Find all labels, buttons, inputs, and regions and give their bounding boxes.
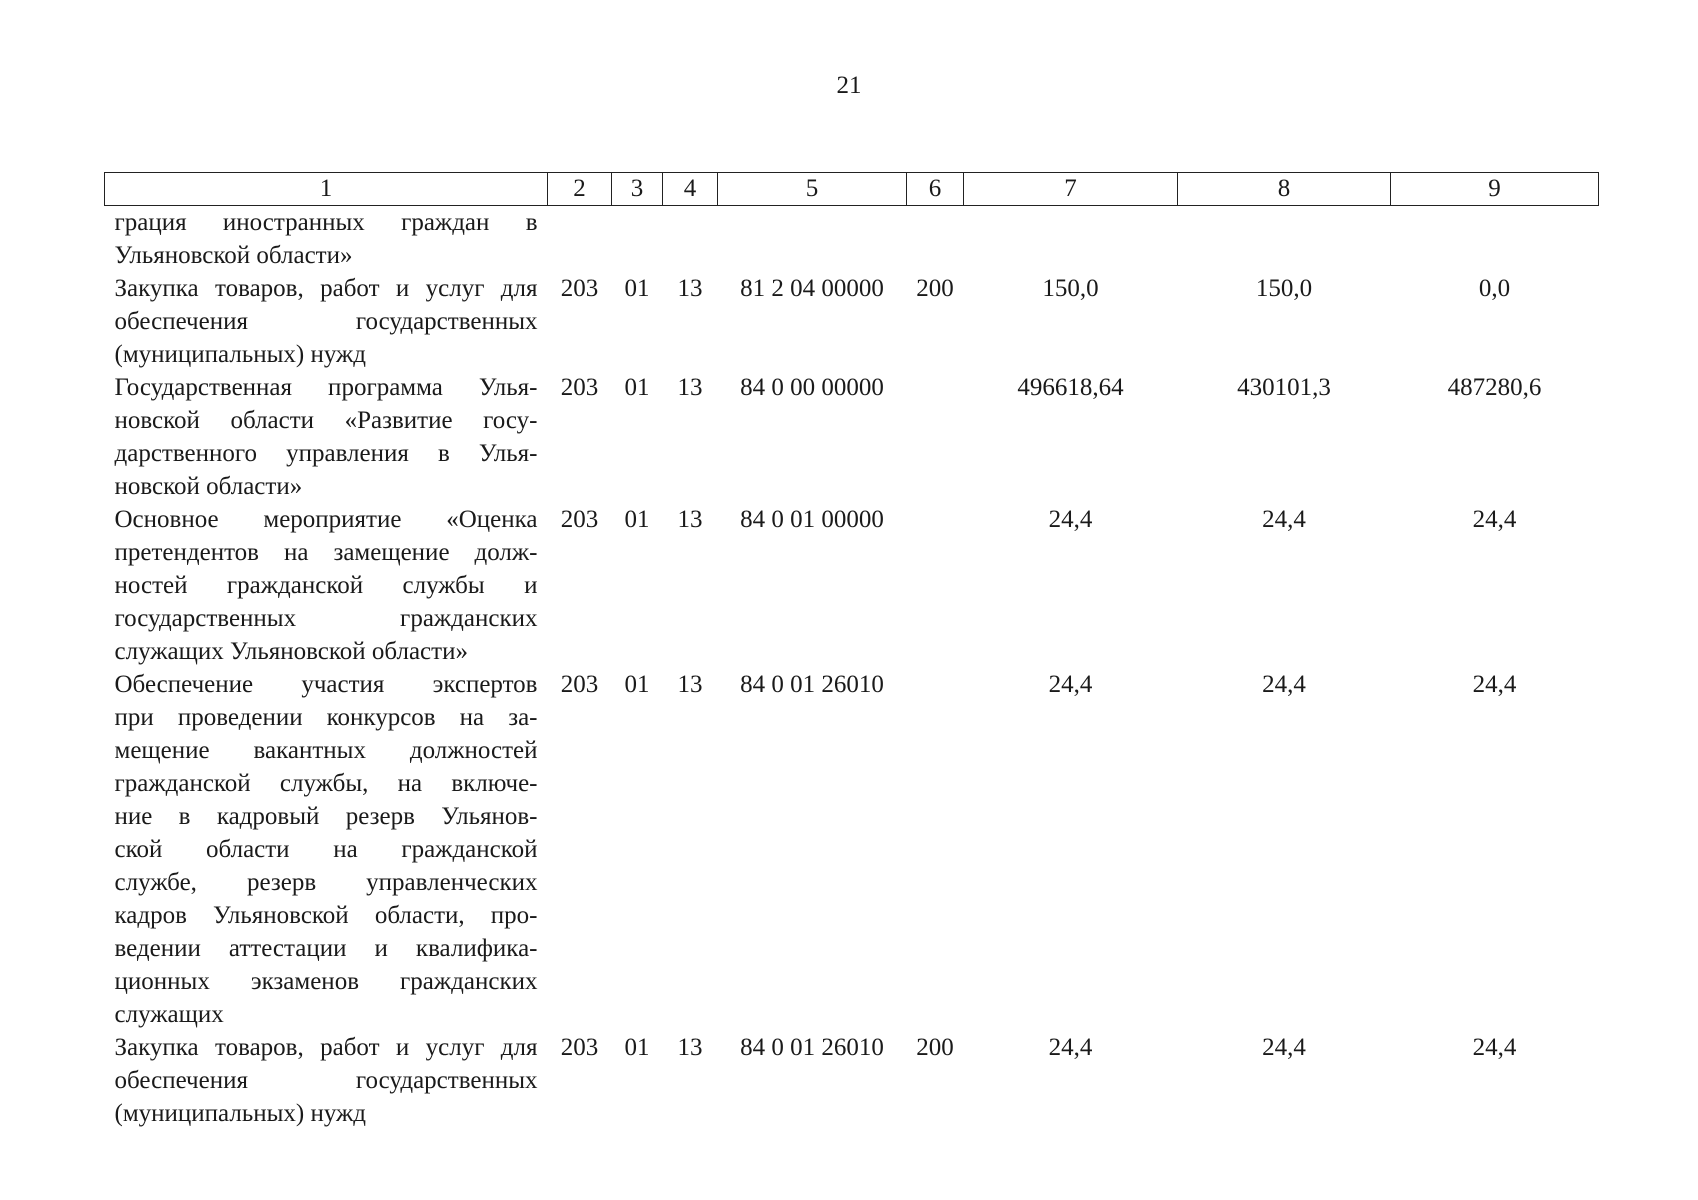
amount-col-9: 24,4 — [1472, 506, 1517, 533]
header-row — [105, 173, 1599, 206]
page-number: 21 — [836, 72, 862, 99]
amount-col-8: 430101,3 — [1237, 374, 1331, 401]
amount-col-7: 24,4 — [1048, 671, 1093, 698]
row-name-line: ние в кадровый резерв Ульянов- — [114, 803, 538, 830]
row-name-line: Обеспечение участия экспертов — [114, 671, 538, 698]
column-header: 6 — [907, 173, 964, 206]
row-name — [105, 503, 548, 668]
row-name-line: новской области «Развитие госу- — [114, 407, 538, 434]
column-header: 7 — [964, 173, 1178, 206]
row-name-line: (муниципальных) нужд — [114, 1100, 367, 1127]
row-name — [105, 272, 548, 371]
table-row — [105, 1031, 1599, 1130]
amount-col-9: 487280,6 — [1447, 374, 1542, 401]
amount-col-9 — [1391, 206, 1599, 273]
amount-col-7 — [964, 206, 1178, 273]
subsection-code: 01 — [624, 671, 650, 698]
target-article-code: 84 0 01 26010 — [740, 671, 884, 698]
section-code — [548, 206, 612, 273]
expense-type-code: 200 — [916, 275, 954, 302]
subsection-code — [612, 206, 663, 273]
row-name-line: гражданской службы, на включе- — [114, 770, 538, 797]
column-header: 8 — [1178, 173, 1391, 206]
table-row — [105, 272, 1599, 371]
target-article-code: 84 0 00 00000 — [740, 374, 884, 401]
table-row — [105, 668, 1599, 1031]
section-code: 203 — [560, 1034, 599, 1061]
subsection-code: 01 — [624, 1034, 650, 1061]
expense-type-code — [907, 206, 964, 273]
row-name-line: обеспечения государственных — [114, 308, 538, 335]
target-article-code: 84 0 01 00000 — [740, 506, 884, 533]
expense-type-code — [907, 668, 964, 1031]
subitem-code — [663, 206, 718, 273]
target-article-code — [718, 206, 907, 273]
row-name-line: претендентов на замещение долж- — [114, 539, 538, 566]
subitem-code: 13 — [677, 506, 703, 533]
table-row — [105, 371, 1599, 503]
column-header: 3 — [612, 173, 663, 206]
row-name-line: при проведении конкурсов на за- — [114, 704, 538, 731]
row-name-line: Государственная программа Улья- — [114, 374, 538, 401]
target-article-code: 84 0 01 26010 — [740, 1034, 884, 1061]
row-name-line: службе, резерв управленческих — [114, 869, 538, 896]
column-header: 2 — [548, 173, 612, 206]
subsection-code: 01 — [624, 275, 650, 302]
amount-col-8: 24,4 — [1262, 671, 1306, 698]
row-name-line: обеспечения государственных — [114, 1067, 538, 1094]
subitem-code: 13 — [677, 275, 703, 302]
section-code: 203 — [560, 275, 599, 302]
amount-col-7: 24,4 — [1048, 506, 1093, 533]
amount-col-8: 150,0 — [1255, 275, 1313, 302]
expense-type-code: 200 — [916, 1034, 954, 1061]
row-name-line: (муниципальных) нужд — [114, 341, 367, 368]
budget-table — [104, 172, 1599, 1130]
row-name-line: кадров Ульяновской области, про- — [114, 902, 538, 929]
expense-type-code — [907, 503, 964, 668]
row-name-line: ностей гражданской службы и — [114, 572, 538, 599]
row-name-line: грация иностранных граждан в — [114, 209, 538, 236]
amount-col-7: 150,0 — [1042, 275, 1099, 302]
row-name-line: служащих — [114, 1001, 224, 1028]
section-code: 203 — [560, 374, 599, 401]
row-name — [105, 1031, 548, 1130]
row-name — [105, 668, 548, 1031]
amount-col-7: 496618,64 — [1017, 374, 1124, 401]
target-article-code: 81 2 04 00000 — [740, 275, 884, 302]
row-name-line: дарственного управления в Улья- — [114, 440, 538, 467]
row-name-line: мещение вакантных должностей — [114, 737, 538, 764]
subsection-code: 01 — [624, 506, 650, 533]
row-name-line: Закупка товаров, работ и услуг для — [114, 275, 538, 302]
row-name-line: государственных гражданских — [114, 605, 538, 632]
amount-col-9: 24,4 — [1472, 671, 1517, 698]
row-name-line: ской области на гражданской — [114, 836, 538, 863]
column-header: 9 — [1391, 173, 1599, 206]
table-row — [105, 503, 1599, 668]
expense-type-code — [907, 371, 964, 503]
section-code: 203 — [560, 506, 599, 533]
subitem-code: 13 — [677, 1034, 703, 1061]
row-name-line: Закупка товаров, работ и услуг для — [114, 1034, 538, 1061]
row-name-line: Основное мероприятие «Оценка — [114, 506, 538, 533]
column-header: 5 — [718, 173, 907, 206]
row-name-line: ведении аттестации и квалифика- — [114, 935, 538, 962]
amount-col-9: 0,0 — [1478, 275, 1511, 302]
column-header: 4 — [663, 173, 718, 206]
table-body — [105, 206, 1599, 1131]
amount-col-9: 24,4 — [1472, 1034, 1517, 1061]
section-code: 203 — [560, 671, 599, 698]
subitem-code: 13 — [677, 374, 703, 401]
row-name-line: новской области» — [114, 473, 303, 500]
subsection-code: 01 — [624, 374, 650, 401]
amount-col-8: 24,4 — [1262, 506, 1306, 533]
subitem-code: 13 — [677, 671, 703, 698]
column-header: 1 — [105, 173, 548, 206]
row-name-line: служащих Ульяновской области» — [114, 638, 468, 665]
amount-col-8: 24,4 — [1262, 1034, 1306, 1061]
row-name-line: ционных экзаменов гражданских — [114, 968, 538, 995]
row-name — [105, 371, 548, 503]
table-row — [105, 206, 1599, 273]
row-name — [105, 206, 548, 273]
amount-col-7: 24,4 — [1048, 1034, 1093, 1061]
amount-col-8 — [1178, 206, 1391, 273]
row-name-line: Ульяновской области» — [114, 242, 353, 269]
